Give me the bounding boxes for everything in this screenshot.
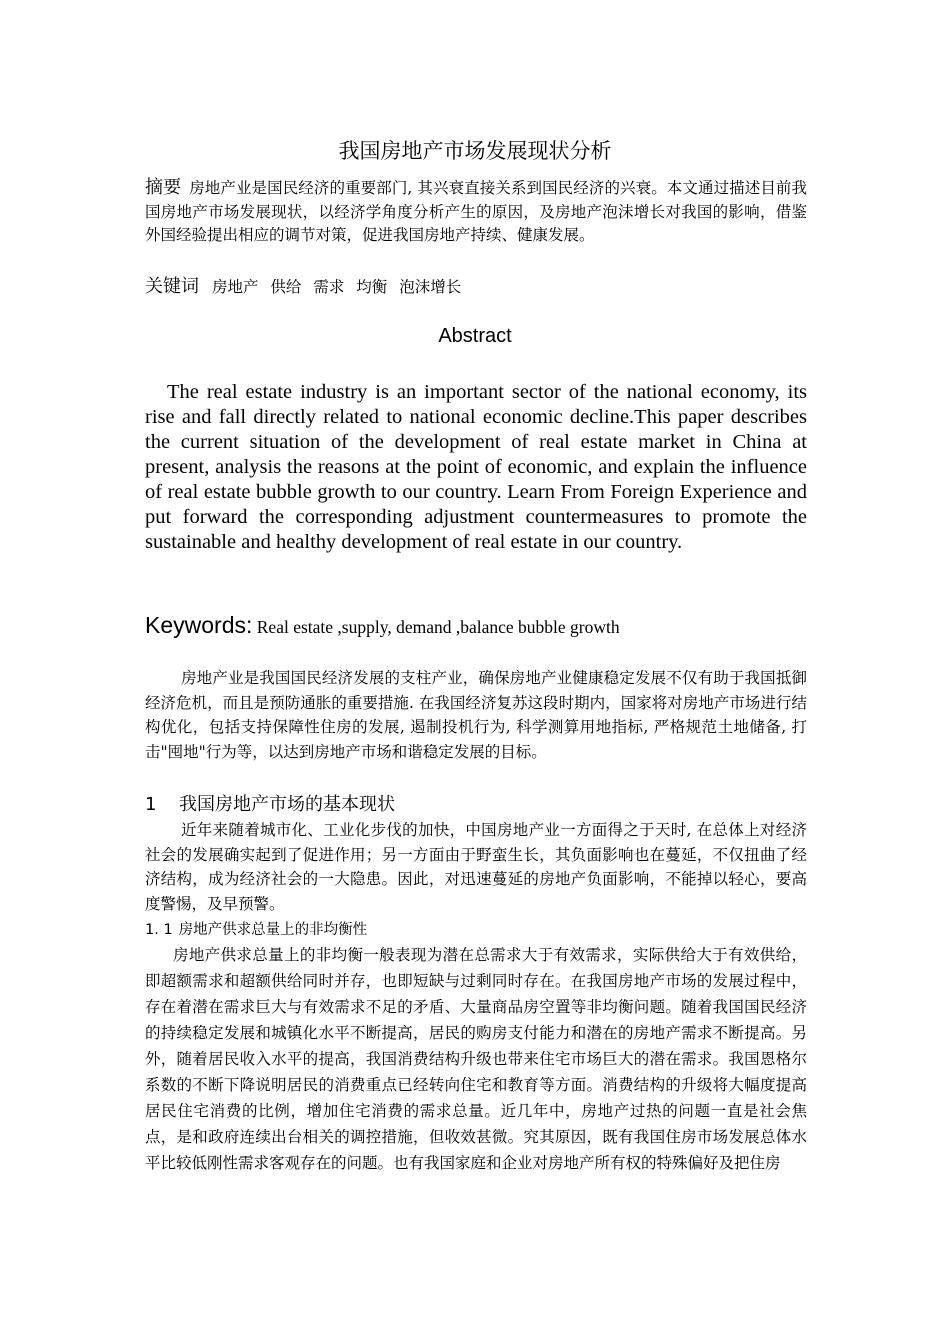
keyword: 均衡 (356, 278, 388, 296)
abstract-label: 摘要 (145, 177, 182, 198)
keyword: 泡沫增长 (399, 278, 462, 296)
english-abstract-heading: Abstract (438, 325, 512, 347)
english-abstract-text: The real estate industry is an important sector of the national economy, its rise and fall directly related to national economic decline.This paper describes the current situation of the development of real estate market in China at present, analysis the reasons at the point of economic, and explain the influence of real estate bubble growth to our country. Learn From Foreign Experience and put forward the corresponding adjustment countermeasures to promote the sustainable and healthy development of real estate in our country. (145, 381, 807, 553)
section-title: 我国房地产市场的基本现状 (179, 794, 395, 815)
paper-title: 我国房地产市场发展现状分析 (338, 139, 612, 163)
section-1-paragraph: 近年来随着城市化、工业化步伐的加快，中国房地产业一方面得之于天时, 在总体上对经济社会的发展确实起到了促进作用；另一方面由于野蛮生长，其负面影响也在蔓延，不仅扭曲了经济结构，成为经济社会的一大隐患。因此，对迅速蔓延的房地产负面影响，不能掉以轻心，要高度警惕，及早预警。 (145, 821, 807, 913)
english-keywords-label: Keywords: (145, 612, 253, 638)
subsection-number: 1. 1 (145, 922, 173, 938)
section-1-1-body (145, 942, 807, 1176)
subsection-title: 房地产供求总量上的非均衡性 (178, 922, 368, 938)
section-number: 1 (145, 794, 157, 815)
chinese-abstract (145, 176, 807, 248)
section-1-1-heading (145, 919, 807, 941)
keywords-label: 关键词 (145, 276, 199, 297)
chinese-keywords (145, 275, 807, 299)
keyword: 供给 (270, 278, 302, 296)
english-keywords (145, 611, 807, 641)
intro-section (145, 666, 807, 764)
intro-paragraph: 房地产业是我国国民经济发展的支柱产业，确保房地产业健康稳定发展不仅有助于我国抵御经济危机，而且是预防通胀的重要措施. 在我国经济复苏这段时期内，国家将对房地产市场进行结构优化，包括支持保障性住房的发展, 遏制投机行为, 科学测算用地指标, 严格规范土地储备, 打击"囤地"行为等，以达到房地产市场和谐稳定发展的目标。 (145, 669, 807, 761)
section-1-body (145, 818, 807, 916)
section-1-1-paragraph: 房地产供求总量上的非均衡一般表现为潜在总需求大于有效需求，实际供给大于有效供给，即超额需求和超额供给同时并存，也即短缺与过剩同时存在。在我国房地产市场的发展过程中，存在着潜在需求巨大与有效需求不足的矛盾、大量商品房空置等非均衡问题。随着我国国民经济的持续稳定发展和城镇化水平不断提高，居民的购房支付能力和潜在的房地产需求不断提高。另外，随着居民收入水平的提高，我国消费结构升级也带来住宅市场巨大的潜在需求。我国恩格尔系数的不断下降说明居民的消费重点已经转向住宅和教育等方面。消费结构的升级将大幅度提高居民住宅消费的比例，增加住宅消费的需求总量。近几年中，房地产过热的问题一直是社会焦点，是和政府连续出台相关的调控措施，但收效甚微。究其原因，既有我国住房市场发展总体水平比较低刚性需求客观存在的问题。也有我国家庭和企业对房地产所有权的特殊偏好及把住房 (145, 946, 807, 1172)
section-1-heading (145, 792, 807, 818)
english-keywords-text: Real estate ,supply, demand ,balance bubble growth (256, 617, 620, 637)
keyword: 房地产 (211, 278, 259, 296)
english-abstract (145, 380, 807, 555)
keyword: 需求 (313, 278, 345, 296)
abstract-text: 房地产业是国民经济的重要部门, 其兴衰直接关系到国民经济的兴衰。本文通过描述目前我国房地产市场发展现状，以经济学角度分析产生的原因，及房地产泡沫增长对我国的影响，借鉴外国经验提出相应的调节对策，促进我国房地产持续、健康发展。 (145, 179, 808, 244)
